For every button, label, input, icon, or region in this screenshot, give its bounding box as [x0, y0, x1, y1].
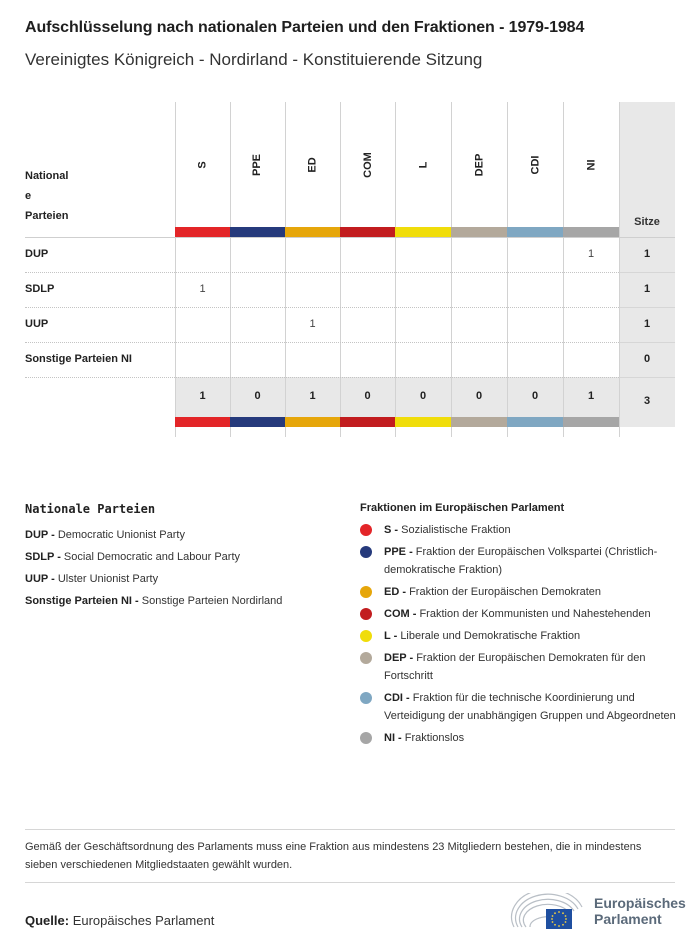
legend-color-dot-icon	[360, 692, 372, 704]
group-color-bar-ppe	[230, 227, 285, 237]
national-parties-legend	[25, 502, 282, 612]
table-cell: 1	[587, 248, 595, 260]
national-parties-legend-title: Nationale Parteien	[25, 502, 156, 516]
group-color-bar-cdi	[507, 227, 563, 237]
footnote: Gemäß der Geschäftsordnung des Parlaments muss eine Fraktion aus mindestens 23 Mitgliedern bestehen, die in mindestens sieben verschiedenen Mitgliedstaaten gewählt wurden.	[25, 841, 642, 871]
chart-title: Aufschlüsselung nach nationalen Parteien und den Fraktionen - 1979-1984	[25, 19, 585, 36]
group-legend-item: DEP - Fraktion der Europäischen Demokraten für den Fortschritt	[360, 649, 680, 685]
group-header-ppe: PPE	[251, 153, 264, 176]
divider	[25, 882, 675, 883]
group-color-bar-ni	[563, 227, 619, 237]
group-color-bar-bottom-com	[340, 417, 395, 427]
total-cell: 0	[475, 390, 483, 402]
row-divider	[25, 377, 619, 378]
row-party-label: DUP	[25, 248, 49, 260]
group-legend-item: ED - Fraktion der Europäischen Demokraten	[360, 583, 680, 601]
group-header-dep: DEP	[473, 153, 485, 176]
row-seats-value: 1	[643, 318, 651, 330]
group-color-bar-s	[175, 227, 230, 237]
row-divider	[25, 342, 619, 343]
group-color-bar-ed	[285, 227, 340, 237]
national-parties-header: National e Parteien	[25, 170, 69, 222]
row-divider	[25, 307, 619, 308]
seats-header-label: Sitze	[634, 216, 660, 228]
source-value: Europäisches Parlament	[72, 913, 215, 928]
legend-color-dot-icon	[360, 546, 372, 558]
party-legend-item: Sonstige Parteien NI - Sonstige Parteien Nordirland	[25, 595, 283, 607]
group-color-bar-dep	[451, 227, 507, 237]
seats-row-divider	[619, 377, 675, 378]
party-legend-item: DUP - Democratic Unionist Party	[25, 529, 185, 541]
group-legend-item: L - Liberale und Demokratische Fraktion	[360, 627, 680, 645]
group-color-bar-bottom-ni	[563, 417, 619, 427]
group-header-cdi: CDI	[528, 155, 541, 174]
political-groups-legend-title: Fraktionen im Europäischen Parlament	[360, 502, 565, 514]
legend-color-dot-icon	[360, 586, 372, 598]
group-color-bar-bottom-s	[175, 417, 230, 427]
group-color-bar-bottom-ed	[285, 417, 340, 427]
legend-color-dot-icon	[360, 732, 372, 744]
row-seats-value: 1	[643, 283, 651, 295]
total-cell: 1	[587, 390, 595, 402]
total-cell: 0	[364, 390, 371, 402]
total-cell: 0	[254, 390, 261, 402]
legend-color-dot-icon	[360, 608, 372, 620]
total-cell: 0	[419, 390, 427, 402]
group-header-ed: ED	[306, 156, 319, 173]
chart-subtitle: Vereinigtes Königreich - Nordirland - Konstituierende Sitzung	[25, 50, 483, 69]
divider	[25, 829, 675, 830]
legend-color-dot-icon	[360, 524, 372, 536]
row-seats-value: 0	[643, 353, 651, 365]
legend-color-dot-icon	[360, 630, 372, 642]
table-cell: 1	[309, 318, 316, 330]
header-divider	[25, 237, 675, 238]
group-color-bar-l	[395, 227, 451, 237]
group-color-bar-bottom-cdi	[507, 417, 563, 427]
group-legend-item: CDI - Fraktion für die technische Koordinierung und Verteidigung der unabhängigen Gruppen und Abgeordneten	[360, 689, 680, 725]
total-cell: 1	[309, 390, 316, 402]
political-groups-legend	[360, 502, 680, 751]
row-party-label: Sonstige Parteien NI	[25, 353, 132, 365]
group-color-bar-bottom-ppe	[230, 417, 285, 427]
table-cell: 1	[199, 283, 206, 295]
total-seats-value: 3	[643, 395, 651, 407]
seats-row-divider	[619, 307, 675, 308]
group-header-l: L	[416, 161, 429, 168]
party-legend-item: SDLP - Social Democratic and Labour Party	[25, 551, 241, 563]
group-header-com: COM	[361, 151, 374, 178]
row-seats-value: 1	[643, 248, 651, 260]
row-divider	[25, 272, 619, 273]
european-parliament-logo	[508, 893, 686, 933]
column-divider	[619, 102, 620, 437]
group-header-ni: NI	[585, 159, 597, 170]
row-party-label: SDLP	[25, 283, 55, 295]
legend-color-dot-icon	[360, 652, 372, 664]
logo-text: Europäisches Parlament	[594, 895, 686, 927]
source-label: Quelle:	[25, 913, 70, 928]
group-color-bar-bottom-l	[395, 417, 451, 427]
group-header-s: S	[196, 160, 209, 169]
group-color-bar-com	[340, 227, 395, 237]
seats-row-divider	[619, 272, 675, 273]
group-legend-item: S - Sozialistische Fraktion	[360, 521, 680, 539]
seats-header	[619, 102, 675, 237]
row-party-label: UUP	[25, 318, 49, 330]
group-legend-item: COM - Fraktion der Kommunisten und Nahestehenden	[360, 605, 680, 623]
party-legend-item: UUP - Ulster Unionist Party	[25, 573, 159, 585]
total-cell: 1	[199, 390, 206, 402]
parliament-hemicycle-icon	[508, 893, 588, 933]
group-legend-item: NI - Fraktionslos	[360, 729, 680, 747]
seats-row-divider	[619, 342, 675, 343]
total-cell: 0	[531, 390, 539, 402]
group-color-bar-bottom-dep	[451, 417, 507, 427]
source-line	[25, 913, 214, 928]
group-legend-item: PPE - Fraktion der Europäischen Volkspartei (Christlich-demokratische Fraktion)	[360, 543, 680, 579]
